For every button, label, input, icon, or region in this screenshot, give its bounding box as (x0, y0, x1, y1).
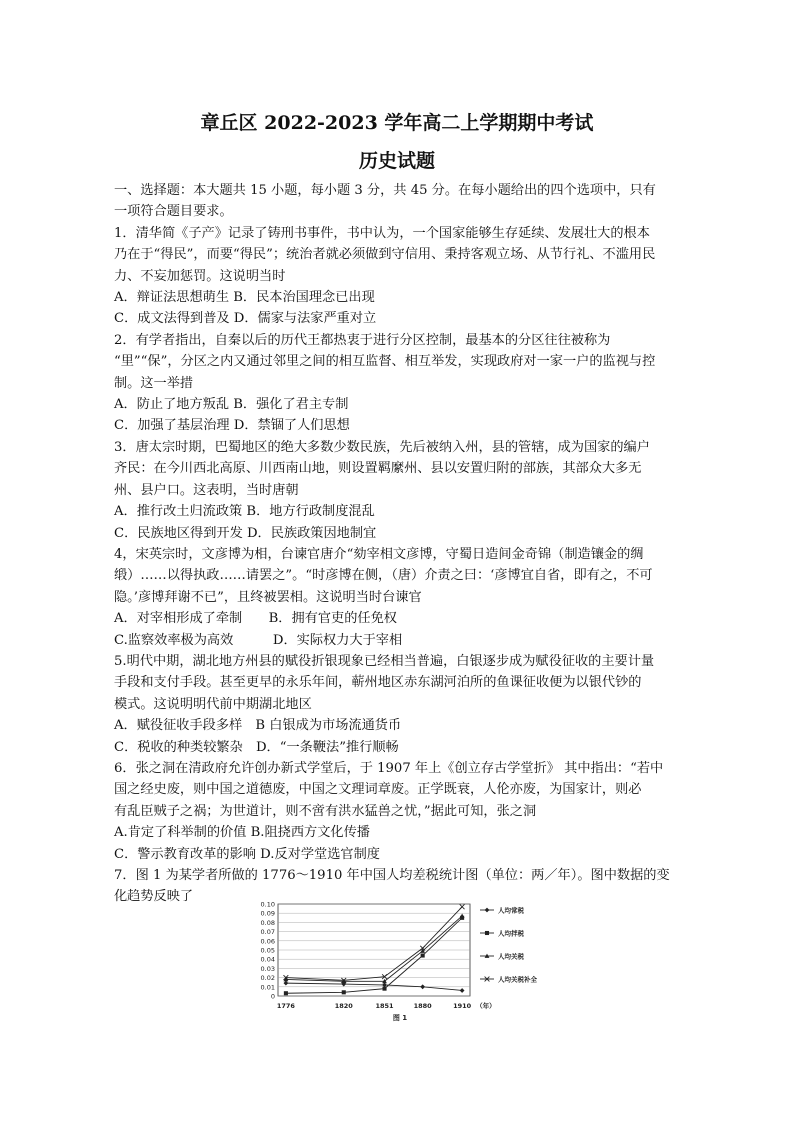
exam-title: 章丘区 2022-2023 学年高二上学期期中考试 (200, 112, 594, 134)
q6-stem: 国之经史废，则中国之道德废，中国之文理词章废。正学既衰，人伦亦废，为国家计，则必 (114, 782, 642, 798)
legend-label: 人均关税 (498, 952, 524, 961)
legend-marker (485, 931, 489, 935)
q4-stem: 4，宋英宗时，文彦博为相，台谏官唐介“劾宰相文彦博，守蜀日造间金奇锦（制造镶金的绸 (114, 546, 644, 562)
q3-stem: 3．唐太宗时期，巴蜀地区的绝大多数少数民族，先后被纳入州，县的管辖，成为国家的编户 (114, 439, 650, 455)
y-tick-label: 0.08 (260, 918, 275, 927)
q6-options: C．警示教育改革的影响 D.反对学堂选官制度 (114, 846, 380, 862)
series-line (286, 916, 462, 981)
q2-stem: 2．有学者指出，自秦以后的历代王都热衷于进行分区控制，最基本的分区往往被称为 (114, 332, 611, 348)
q4-options: C.监察效率极为高效 D．实际权力大于宰相 (114, 632, 403, 648)
q2-stem: “里”“保”，分区之内又通过邻里之间的相互监督、相互举发，实现政府对一家一户的监视与控 (114, 354, 656, 370)
q2-stem: 制。这一举措 (114, 375, 194, 391)
q5-options: C．税收的种类较繁杂 D．“一条鞭法”推行顺畅 (114, 739, 399, 755)
q7-stem: 7．图 1 为某学者所做的 1776～1910 年中国人均差税统计图（单位：两／年）。图中数据的变 (114, 868, 670, 883)
question-body (114, 180, 689, 908)
x-tick-label: 1851 (375, 1002, 394, 1010)
q5-stem: 手段和支付手段。甚至更早的永乐年间，蕲州地区赤东湖河泊所的鱼课征收便为以银代钞的 (114, 675, 642, 691)
legend-label: 人均拌税 (498, 929, 524, 938)
tax-line-chart (254, 898, 550, 1024)
y-tick-label: 0 (270, 992, 275, 1001)
y-tick-label: 0.03 (260, 964, 275, 973)
q6-stem: 6．张之洞在清政府允许创办新式学堂后，于 1907 年上《创立存古学堂折》 其中指出：“若中 (114, 760, 664, 776)
x-tick-label: 1910 (453, 1002, 472, 1010)
y-tick-label: 0.06 (260, 937, 275, 946)
q5-stem: 模式。这说明明代前中期湖北地区 (114, 696, 312, 712)
data-point (382, 987, 386, 991)
q3-options: A．推行改土归流政策 B．地方行政制度混乱 (114, 504, 375, 520)
q2-options: A．防止了地方叛乱 B．强化了君主专制 (114, 397, 349, 413)
x-tick-label: 1776 (276, 1002, 295, 1010)
q5-stem: 5.明代中期，湖北地方州县的赋役折银现象已经相当普遍，白银逐步成为赋役征收的主要计量 (114, 653, 655, 669)
data-point (420, 984, 425, 989)
q1-stem: 1．清华简《子产》记录了铸刑书事件，书中认为，一个国家能够生存延续、发展壮大的根本 (114, 225, 650, 241)
y-tick-label: 0.04 (260, 955, 275, 964)
data-point (342, 990, 346, 994)
data-point (421, 953, 425, 957)
data-point (460, 914, 465, 918)
q3-stem: 州、县户口。这表明，当时唐朝 (114, 482, 299, 498)
q4-options: A．对宰相形成了牵制 B．拥有官吏的任免权 (114, 611, 397, 627)
y-tick-label: 0.01 (260, 983, 275, 992)
series-line (286, 918, 462, 993)
x-tick-label: 1820 (334, 1002, 353, 1010)
section-instruction: 一、选择题：本大题共 15 小题，每小题 3 分，共 45 分。在每小题给出的四个选项中，只有 (114, 183, 656, 198)
q1-options: A．辩证法思想萌生 B．民本治国理念已出现 (114, 290, 375, 306)
legend-label: 人均常税 (498, 906, 524, 915)
q3-options: C．民族地区得到开发 D．民族政策因地制宜 (114, 525, 377, 541)
q4-stem: 隐。’彦博拜谢不已”，且终被罢相。这说明当时台谏官 (114, 589, 422, 605)
figure-caption: 图 1 (392, 1014, 408, 1022)
data-point (284, 991, 288, 995)
q1-options: C．成文法得到普及 D．儒家与法家严重对立 (114, 311, 377, 327)
y-tick-label: 0.07 (260, 928, 275, 937)
figure-1-chart (254, 898, 550, 1024)
q5-options: A．赋役征收手段多样 B 白银成为市场流通货币 (114, 718, 402, 734)
y-tick-label: 0.10 (260, 900, 275, 909)
y-tick-label: 0.05 (260, 946, 275, 955)
q6-options: A.肯定了科举制的价值 B.阻挠西方文化传播 (114, 825, 370, 841)
q7-stem: 化趋势反映了 (114, 889, 194, 905)
q6-stem: 有乱臣贼子之祸；为世道计，则不啻有洪水猛兽之忧，”据此可知，张之洞 (114, 803, 537, 819)
q1-stem: 力、不妄加惩罚。这说明当时 (114, 268, 286, 284)
q3-stem: 齐民：在今川西北高原、川西南山地，则设置羁縻州、县以安置归附的部族，其部众大多无 (114, 461, 642, 477)
x-tick-label: 1880 (413, 1002, 432, 1010)
legend-label: 人均关税补全 (498, 975, 537, 984)
y-tick-label: 0.09 (260, 909, 275, 918)
q4-stem: 缎）……以得执政……请罢之”。“时彦博在侧，（唐）介责之曰：‘彦博宜自省，即有之，不可 (114, 568, 653, 584)
data-point (460, 988, 465, 993)
exam-subject-title: 历史试题 (358, 150, 435, 172)
section-instruction: 一项符合题目要求。 (114, 204, 233, 220)
q1-stem: 乃在于“得民”，而要“得民”；统治者就必须做到守信用、秉持客观立场、从节行礼、不滥用民 (114, 247, 656, 263)
legend-marker (485, 908, 490, 913)
x-unit-label: （年） (476, 1002, 496, 1010)
q2-options: C．加强了基层治理 D．禁锢了人们思想 (114, 418, 350, 434)
y-tick-label: 0.02 (260, 974, 275, 983)
data-point (283, 981, 288, 986)
